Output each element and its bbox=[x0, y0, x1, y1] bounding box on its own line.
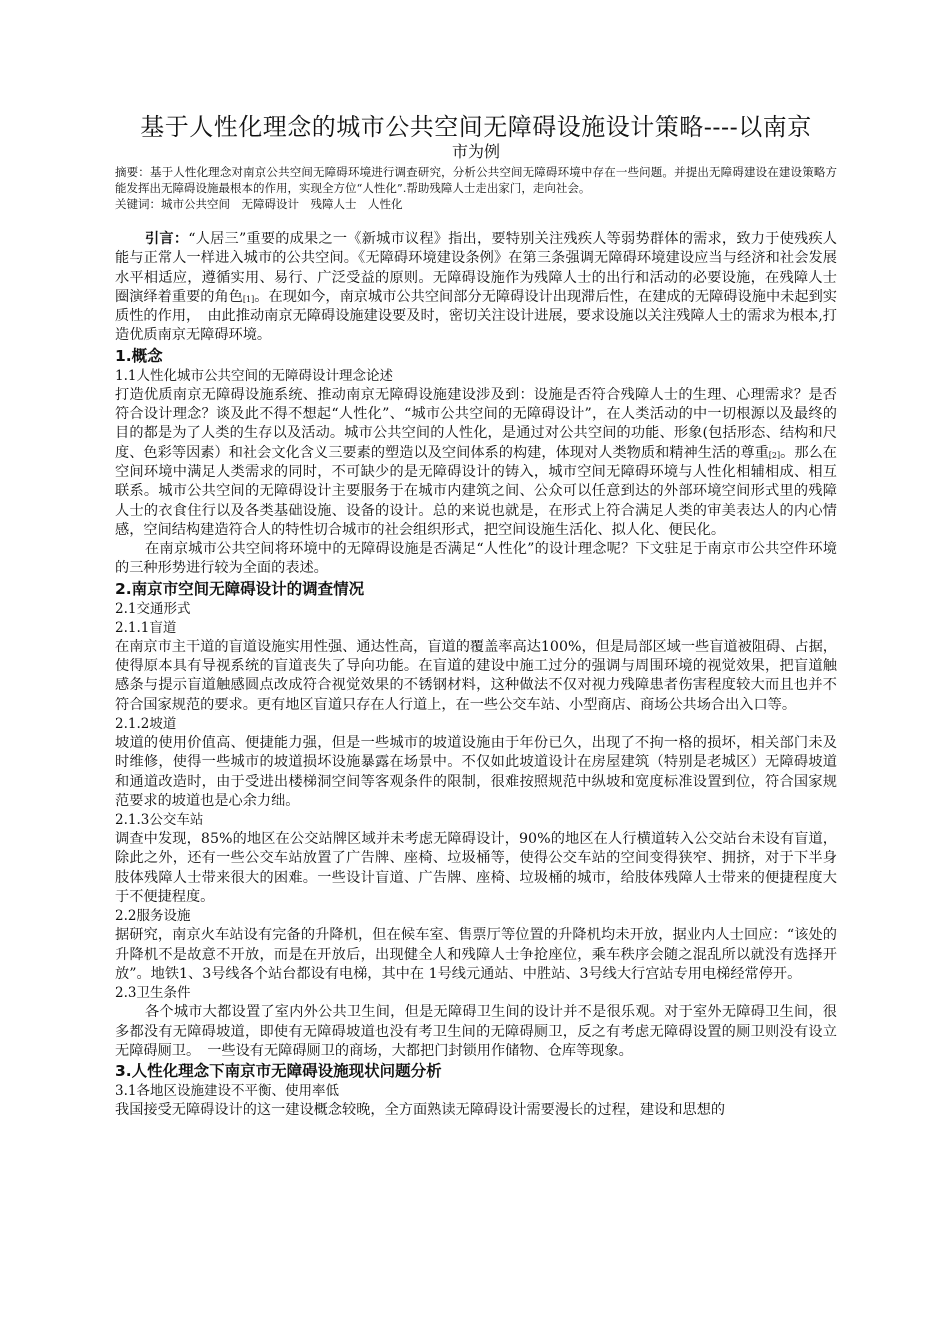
section-2-3-heading: 2.3卫生条件 bbox=[115, 985, 191, 1002]
section-2-1-3-paragraph: 调查中发现，85%的地区在公交站牌区域并未考虑无障碍设计，90%的地区在人行横道转入公交站台未设有盲道，除此之外，还有一些公交车站放置了广告牌、座椅、垃圾桶等，使得公交车站的空间变得狭窄、拥挤，对于下半身肢体残障人士带来很大的困难。一些设计盲道、广告牌、座椅、垃圾桶的城市，给肢体残障人士带来的便捷程度大于不便捷程度。 bbox=[115, 831, 837, 906]
section-2-1-1-heading: 2.1.1盲道 bbox=[115, 619, 177, 636]
section-1-1-paragraph-2: 在南京城市公共空间将环境中的无障碍设施是否满足“人性化”的设计理念呢？下文驻足于南京市公共空件环境的三种形势进行较为全面的表述。 bbox=[115, 541, 837, 577]
section-1-heading: 1.概念 bbox=[115, 346, 163, 365]
intro-text-b: 。在现如今，南京城市公共空间部分无障碍设计出现滞后性，在建成的无障碍设施中未起到实质性的作用， 由此推动南京无障碍设施建设要及时，密切关注设计进展，要求设施以关注残障人士的需求为根本,打造优质南京无障碍环境。 bbox=[115, 288, 837, 344]
section-2-1-2-heading: 2.1.2坡道 bbox=[115, 715, 177, 732]
section-2-1-1-paragraph: 在南京市主干道的盲道设施实用性强、通达性高，盲道的覆盖率高达100%，但是局部区域一些盲道被阻碍、占据，使得原本具有导视系统的盲道丧失了导向功能。在盲道的建设中施工过分的强调与周围环境的视觉效果，把盲道触感条与提示盲道触感圆点改成符合视觉效果的不锈钢材料，这种做法不仅对视力残障患者伤害程度较大而且也并不符合国家规范的要求。更有地区盲道只存在人行道上，在一些公交车站、小型商店、商场公共场合出入口等。 bbox=[115, 638, 837, 713]
intro-paragraph bbox=[115, 230, 837, 346]
document-title-line2: 市为例 bbox=[451, 142, 500, 161]
section-2-1-3-heading: 2.1.3公交车站 bbox=[115, 812, 204, 829]
intro-label: 引言： bbox=[145, 231, 189, 247]
document-title-line1: 基于人性化理念的城市公共空间无障碍设施设计策略----以南京 bbox=[140, 113, 812, 141]
section-1-1-heading: 1.1人性化城市公共空间的无障碍设计理念论述 bbox=[115, 367, 393, 384]
section-2-heading: 2.南京市空间无障碍设计的调查情况 bbox=[115, 579, 365, 598]
section-2-3-paragraph: 各个城市大都设置了室内外公共卫生间，但是无障碍卫生间的设计并不是很乐观。对于室外无障碍卫生间，很多都没有无障碍坡道，即使有无障碍坡道也没有考卫生间的无障碍厕卫，反之有考虑无障碍设置的厕卫则没有设立无障碍厕卫。 一些设有无障碍厕卫的商场，大都把门封锁用作储物、仓库等现象。 bbox=[115, 1004, 837, 1059]
citation-ref-1: [1] bbox=[242, 294, 255, 304]
section-3-1-paragraph: 我国接受无障碍设计的这一建设概念较晚，全方面熟读无障碍设计需要漫长的过程，建设和思想的 bbox=[115, 1102, 726, 1119]
document-page bbox=[115, 112, 837, 1120]
abstract: 摘要：基于人性化理念对南京公共空间无障碍环境进行调查研究，分析公共空间无障碍环境中存在一些问题。并提出无障碍建设在建设策略方能发挥出无障碍设施最根本的作用，实现全方位“人性化”.帮助残障人士走出家门，走向社会。 bbox=[115, 165, 837, 195]
section-1-1-text-b: 。那么在空间环境中满足人类需求的同时，不可缺少的是无障碍设计的铸入，城市空间无障碍环境与人性化相辅相成、相互联系。城市公共空间的无障碍设计主要服务于在城市内建筑之间、公众可以任意到达的外部环境空间形式里的残障人士的衣食住行以及各类基础设施、设备的设计。总的来说也就是，在形式上符合满足人类的审美表达人的内心情感，空间结构建造符合人的特性切合城市的社会组织形式，把空间设施生活化、拟人化、便民化。 bbox=[115, 444, 837, 538]
section-2-2-paragraph: 据研究，南京火车站设有完备的升降机，但在候车室、售票厅等位置的升降机均未开放，据业内人士回应：“该处的升降机不是故意不开放，而是在开放后，出现健全人和残障人士争抢座位，乘车秩序会随之混乱所以就没有选择开放”。地铁1、3号线各个站台都设有电梯，其中在 1号线元通站、中胜站、3号线大行宫站专用电梯经常停开。 bbox=[115, 927, 837, 982]
section-2-1-2-paragraph: 坡道的使用价值高、便捷能力强，但是一些城市的坡道设施由于年份已久，出现了不拘一格的损坏，相关部门未及时维修，使得一些城市的坡道损坏设施暴露在场景中。不仅如此坡道设计在房屋建筑（特别是老城区）无障碍坡道和通道改造时，由于受进出楼梯洞空间等客观条件的限制，很难按照规范中纵坡和宽度标准设置到位，符合国家规范要求的坡道也是心余力绌。 bbox=[115, 734, 837, 809]
section-2-1-heading: 2.1交通形式 bbox=[115, 600, 191, 617]
section-3-heading: 3.人性化理念下南京市无障碍设施现状问题分析 bbox=[115, 1062, 442, 1081]
intro-text-a: “人居三”重要的成果之一《新城市议程》指出，要特别关注残疾人等弱势群体的需求，致力于使残疾人能与正常人一样进入城市的公共空间。《无障碍环境建设条例》在第三条强调无障碍环境建设应当与经济和社会发展水平相适应，遵循实用、易行、广泛受益的原则。无障碍设施作为残障人士的出行和活动的必要设施，在残障人士圈演绎着重要的角色 bbox=[115, 231, 837, 305]
keywords: 关键词：城市公共空间 无障碍设计 残障人士 人性化 bbox=[115, 197, 403, 211]
section-3-1-heading: 3.1各地区设施建设不平衡、使用率低 bbox=[115, 1083, 339, 1100]
section-1-1-text-a: 打造优质南京无障碍设施系统、推动南京无障碍设施建设涉及到：设施是否符合残障人士的生理、心理需求？是否符合设计理念？谈及此不得不想起“人性化”、“城市公共空间的无障碍设计”，在人类活动的中一切根源以及最终的目的都是为了人类的生存以及活动。城市公共空间的人性化，是通过对公共空间的功能、形象(包括形态、结构和尺度、色彩等因素）和社会文化含义三要素的塑造以及空间体系的构建，体现对人类物质和精神生活的尊重 bbox=[115, 386, 837, 461]
section-2-2-heading: 2.2服务设施 bbox=[115, 908, 191, 925]
citation-ref-2: [2] bbox=[768, 450, 781, 460]
section-1-1-paragraph bbox=[115, 386, 837, 540]
